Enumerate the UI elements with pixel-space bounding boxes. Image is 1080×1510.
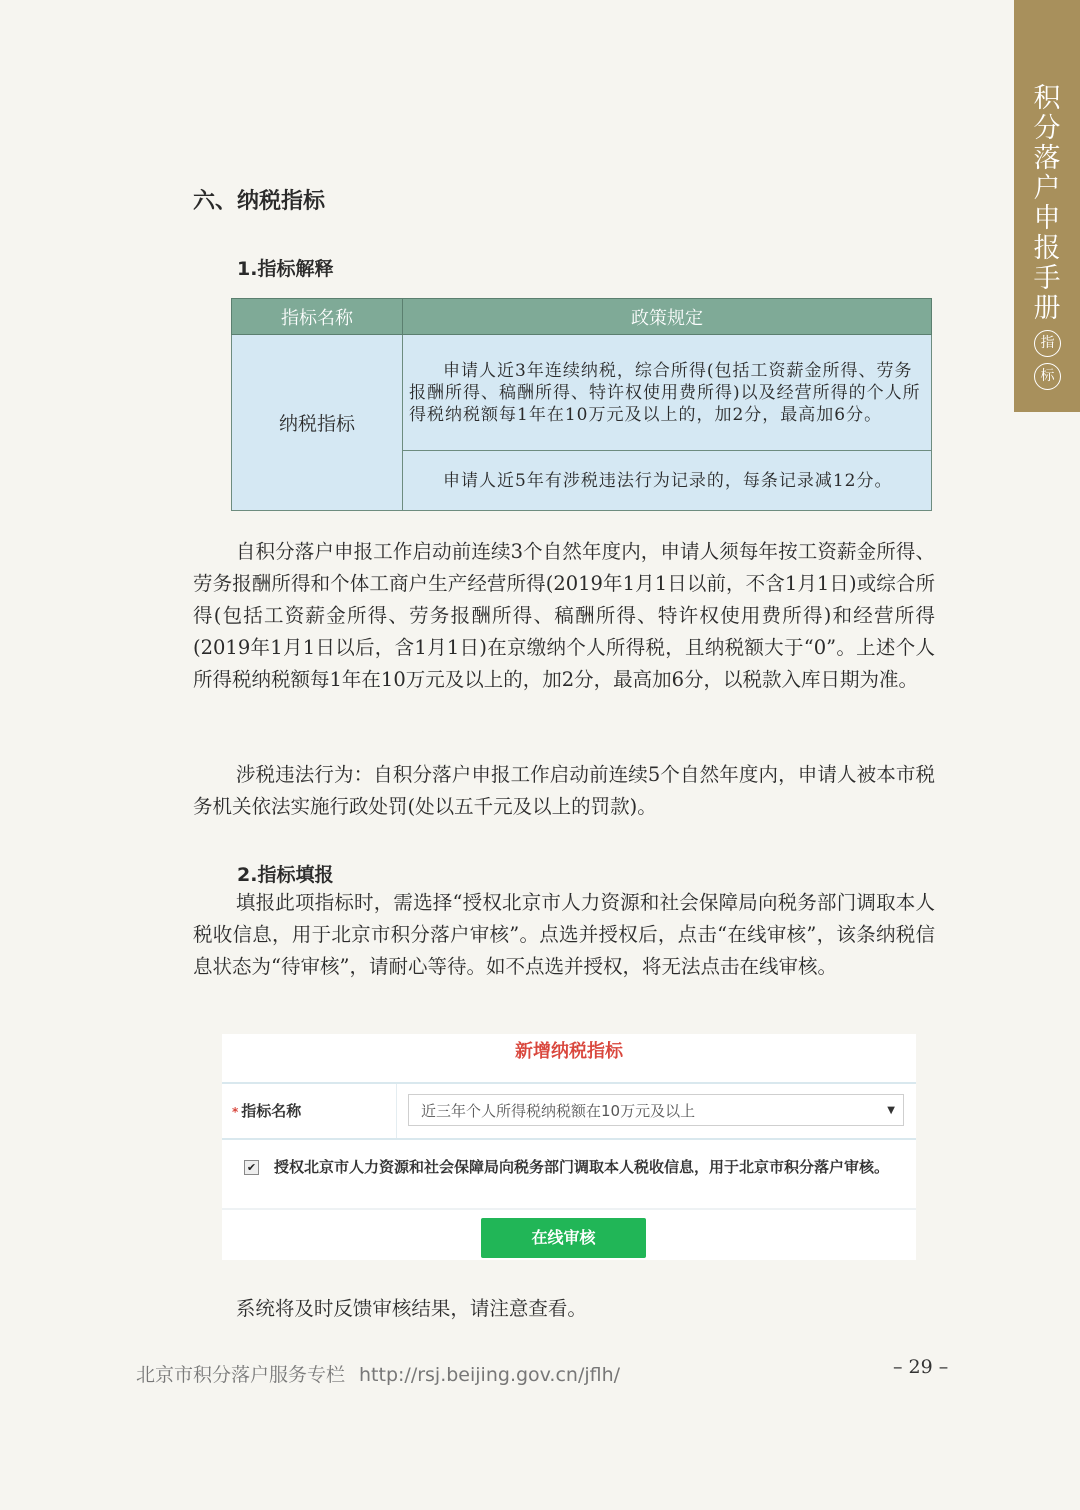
side-tab	[1014, 0, 1080, 412]
page-number: – 29 –	[893, 1356, 949, 1378]
authorize-text: 授权北京市人力资源和社会保障局向税务部门调取本人税收信息，用于北京市积分落户审核。	[274, 1158, 890, 1176]
field-label: * 指标名称	[232, 1102, 302, 1120]
paragraph: 涉税违法行为：自积分落户申报工作启动前连续5个自然年度内，申请人被本市税务机关依法实施行政处罚(处以五千元及以上的罚款)。	[193, 763, 935, 818]
side-badge: 标	[1034, 363, 1061, 390]
footer-url: http://rsj.beijing.gov.cn/jflh/	[359, 1364, 621, 1386]
authorize-row	[222, 1140, 916, 1210]
policy-table	[231, 298, 932, 511]
side-tab-title: 积 分 落 户 申 报 手 册	[1033, 83, 1061, 324]
form-row-indicator	[222, 1084, 916, 1140]
subsection-title: 1.指标解释	[237, 258, 334, 280]
divider	[396, 1084, 397, 1138]
paragraph: 自积分落户申报工作启动前连续3个自然年度内，申请人须每年按工资薪金所得、劳务报酬所得和个体工商户生产经营所得(2019年1月1日以前，不含1月1日)或综合所得(包括工资薪金所得、劳务报酬所得、稿酬所得、特许权使用费所得)和经营所得(2019年1月1日以后，含1月1日)在京缴纳个人所得税，且纳税额大于“0”。上述个人所得税纳税额每1年在10万元及以上的，加2分，最高加6分，以税款入库日期为准。	[193, 540, 935, 691]
table-header: 指标名称	[232, 299, 403, 335]
side-badge: 指	[1034, 330, 1061, 357]
paragraph: 填报此项指标时，需选择“授权北京市人力资源和社会保障局向税务部门调取本人税收信息，用于北京市积分落户审核”。点选并授权后，点击“在线审核”，该条纳税信息状态为“待审核”，请耐心等待。如不点选并授权，将无法点击在线审核。	[193, 891, 935, 978]
subsection-title: 2.指标填报	[237, 864, 334, 886]
table-header: 政策规定	[403, 299, 932, 335]
indicator-name: 纳税指标	[232, 335, 403, 511]
authorize-checkbox[interactable]: ✔	[244, 1160, 259, 1175]
tax-indicator-form	[222, 1034, 916, 1260]
form-title: 新增纳税指标	[222, 1034, 916, 1084]
online-review-button[interactable]: 在线审核	[481, 1218, 646, 1258]
chevron-down-icon: ▼	[887, 1105, 895, 1116]
policy-rule: 申请人近3年连续纳税，综合所得(包括工资薪金所得、劳务报酬所得、稿酬所得、特许权使用费所得)以及经营所得的个人所得税纳税额每1年在10万元及以上的，加2分，最高加6分。	[403, 335, 932, 451]
section-title: 六、纳税指标	[193, 189, 326, 214]
paragraph: 系统将及时反馈审核结果，请注意查看。	[235, 1297, 587, 1320]
footer-text: 北京市积分落户服务专栏	[136, 1364, 346, 1386]
footer	[136, 1360, 620, 1387]
policy-rule: 申请人近5年有涉税违法行为记录的，每条记录减12分。	[403, 451, 932, 511]
required-mark: *	[232, 1105, 239, 1119]
indicator-select[interactable]: 近三年个人所得税纳税额在10万元及以上 ▼	[408, 1094, 904, 1126]
